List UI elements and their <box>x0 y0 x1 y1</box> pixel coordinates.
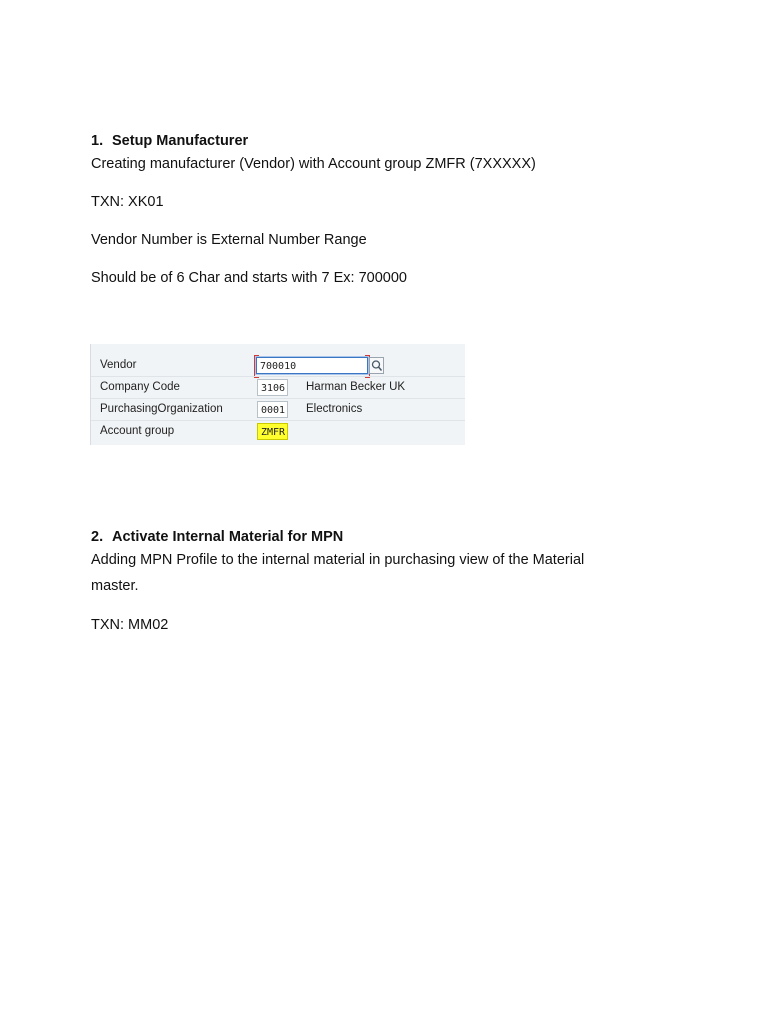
row-divider <box>91 398 465 399</box>
section-2-description-cont: master. <box>91 578 139 594</box>
vendor-value: 700010 <box>260 361 297 372</box>
sap-vendor-screen <box>90 344 465 445</box>
account-group-field[interactable]: ZMFR <box>257 423 288 440</box>
account-group-label: Account group <box>100 425 175 437</box>
search-icon[interactable] <box>369 357 384 374</box>
section-2-description: Adding MPN Profile to the internal material in purchasing view of the Material <box>91 552 585 568</box>
vendor-label: Vendor <box>100 359 137 371</box>
field-marker-left <box>254 355 259 378</box>
section-1-transaction: TXN: XK01 <box>91 194 164 210</box>
row-divider <box>91 376 465 377</box>
sap-row-vendor <box>91 356 465 377</box>
section-1-heading <box>91 133 248 149</box>
sap-row-company-code <box>91 378 465 399</box>
section-2-transaction: TXN: MM02 <box>91 617 169 633</box>
vendor-field[interactable] <box>256 357 368 374</box>
sap-row-purchasing-org <box>91 400 465 421</box>
section-2-title: Activate Internal Material for MPN <box>112 529 344 545</box>
section-2-heading <box>91 529 343 545</box>
company-code-description: Harman Becker UK <box>306 381 406 393</box>
company-code-field[interactable]: 3106 <box>257 379 288 396</box>
purchasing-org-field[interactable]: 0001 <box>257 401 288 418</box>
purchasing-org-description: Electronics <box>306 403 363 415</box>
row-divider <box>91 420 465 421</box>
purchasing-org-label: PurchasingOrganization <box>100 403 223 415</box>
section-1-number-range: Vendor Number is External Number Range <box>91 232 367 248</box>
section-2-number: 2. <box>91 529 104 545</box>
company-code-label: Company Code <box>100 381 180 393</box>
section-1-format-rule: Should be of 6 Char and starts with 7 Ex: 700000 <box>91 270 407 286</box>
sap-row-account-group <box>91 422 465 443</box>
section-1-title: Setup Manufacturer <box>112 133 249 149</box>
section-1-number: 1. <box>91 133 104 149</box>
section-1-description: Creating manufacturer (Vendor) with Account group ZMFR (7XXXXX) <box>91 156 536 172</box>
